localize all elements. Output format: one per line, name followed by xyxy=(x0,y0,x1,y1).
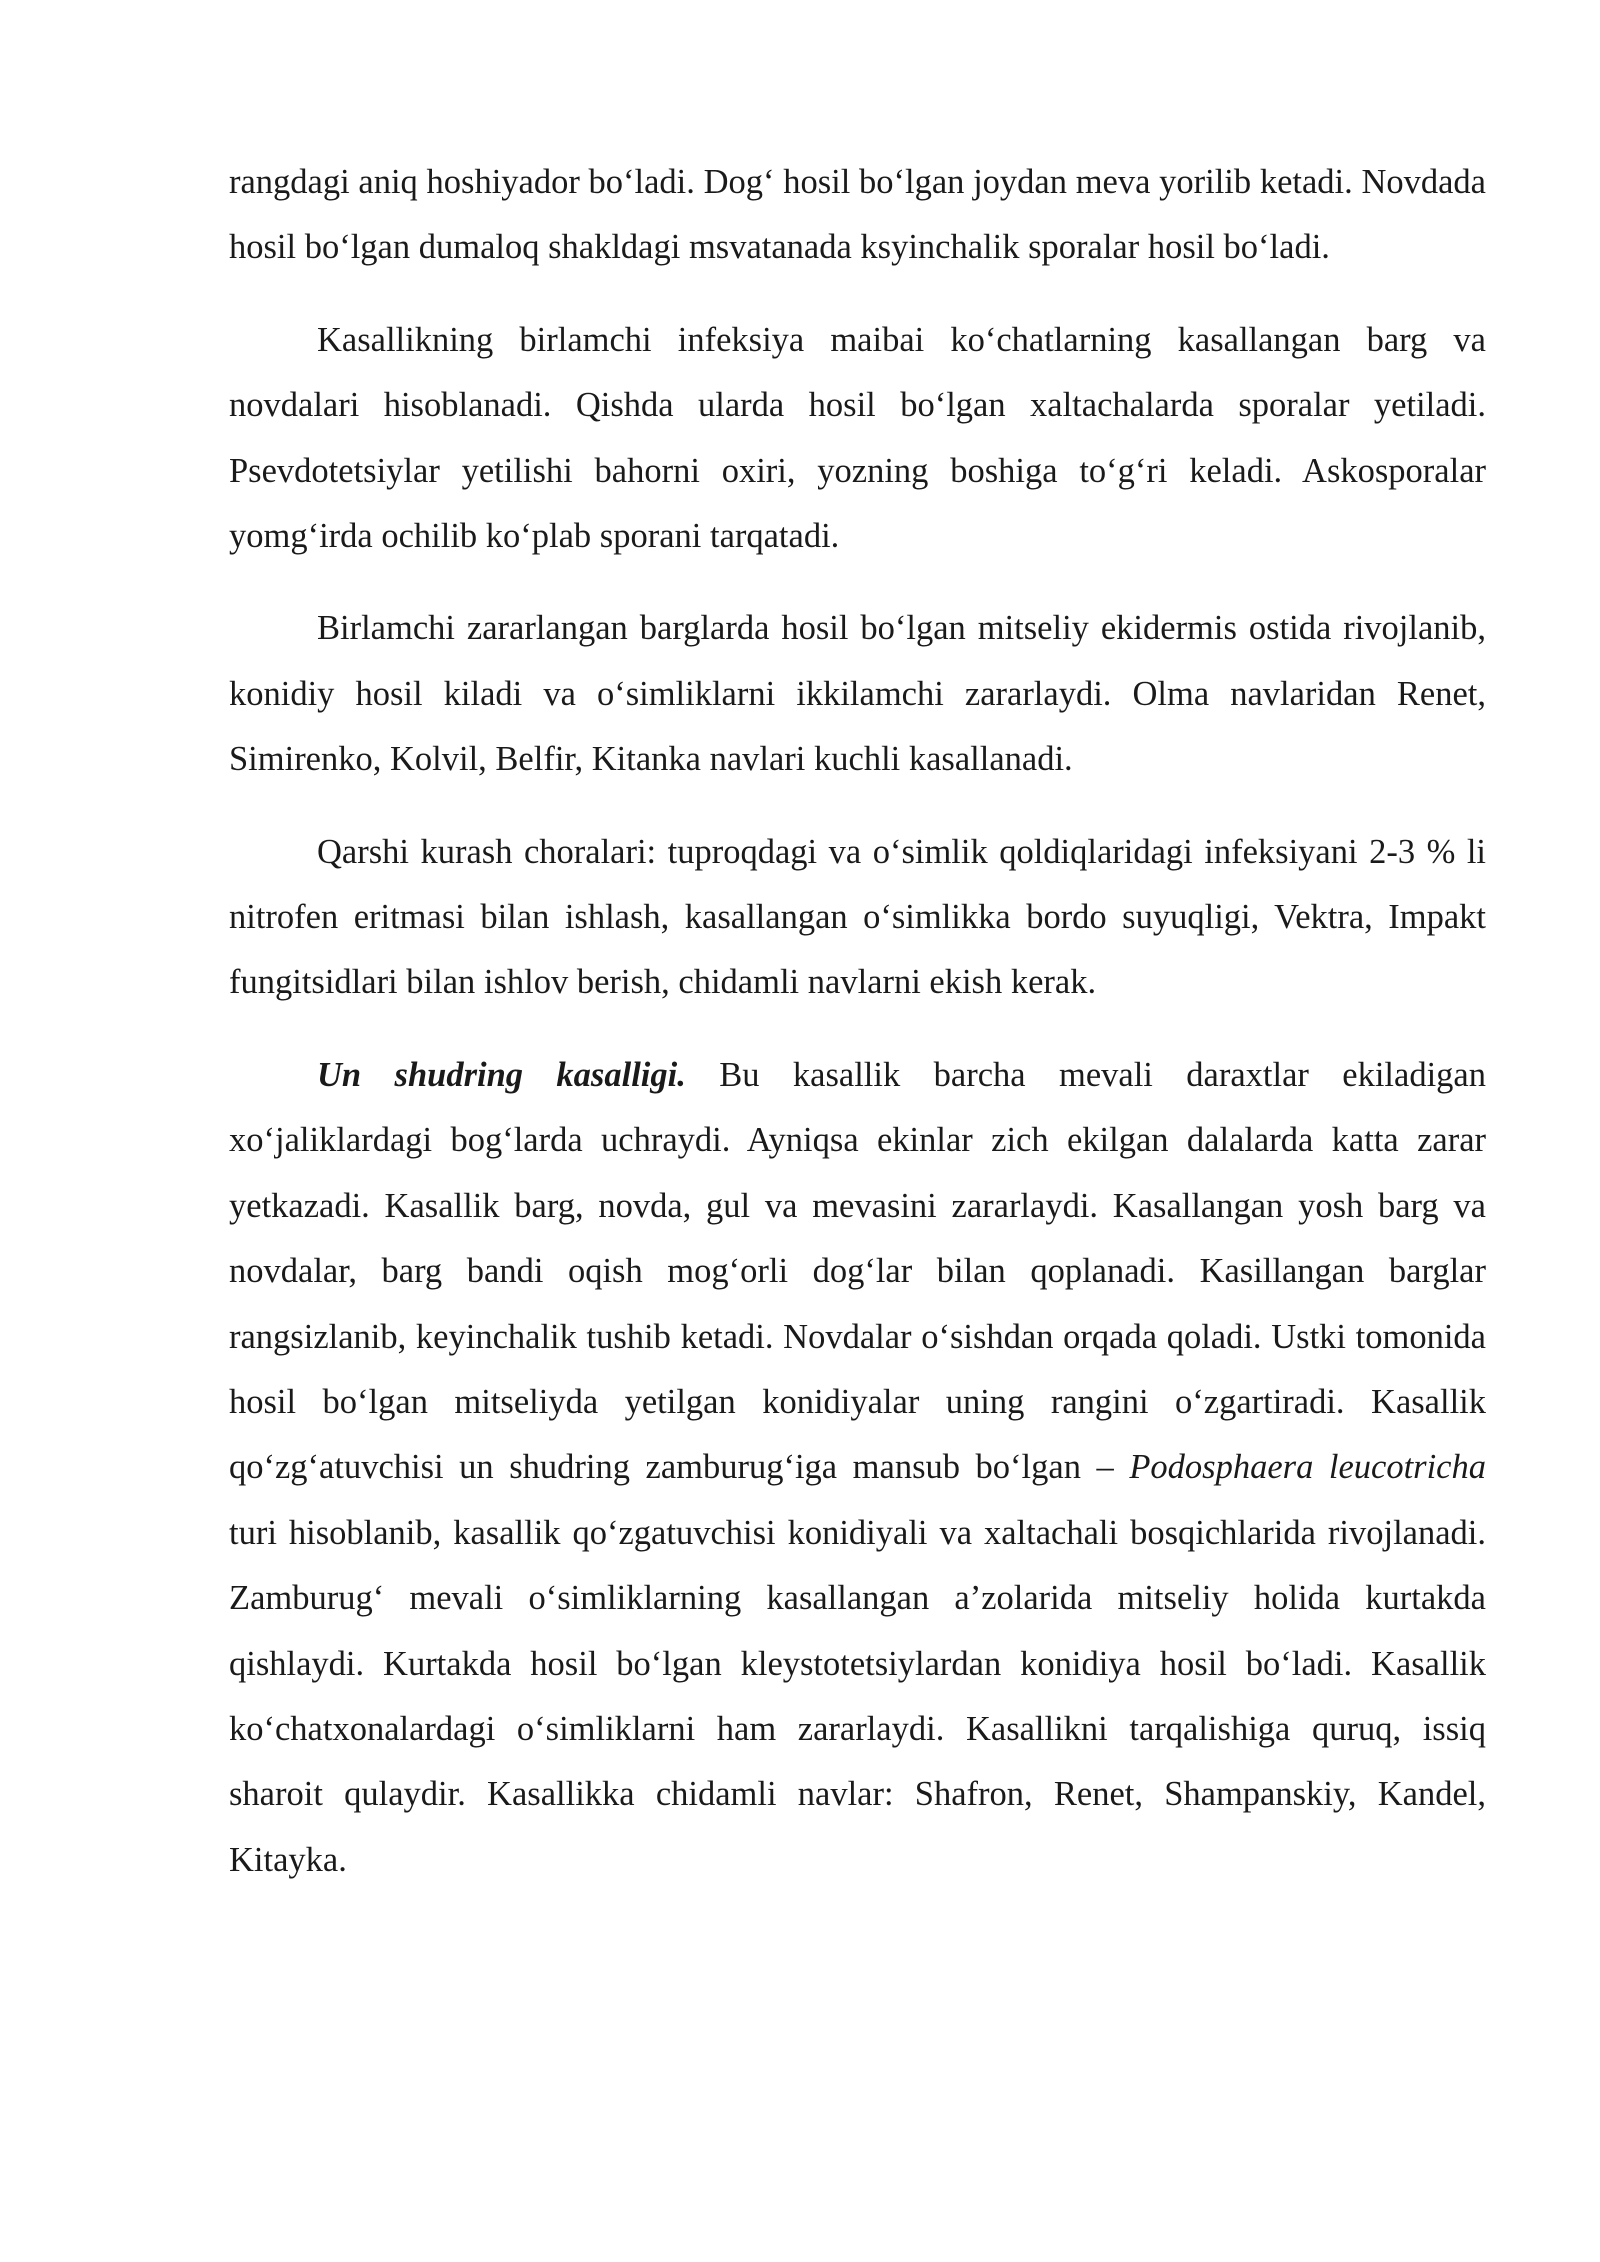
paragraph-control-measures: Qarshi kurash choralari: tuproqdagi va oʻsimlik qoldiqlaridagi infeksiyani 2-3 % li nitrofen eritmasi bilan ishlash, kasallangan oʻsimlikka bordo suyuqligi, Vektra, Impakt fungitsidlari bilan ishlov berish, chidamli navlarni ekish kerak. xyxy=(229,832,1486,1002)
paragraph-continuation: rangdagi aniq hoshiyador boʻladi. Dogʻ hosil boʻlgan joydan meva yorilib ketadi. Novdada hosil boʻlgan dumaloq shakldagi msvatanada ksyinchalik sporalar hosil boʻladi. xyxy=(229,163,1486,267)
paragraph-primary-infection: Kasallikning birlamchi infeksiya maibai koʻchatlarning kasallangan barg va novdalari hisoblanadi. Qishda ularda hosil boʻlgan xaltachalarda sporalar yetiladi. Psevdotetsiylar yetilishi bahorni oxiri, yozning boshiga toʻgʻri keladi. Askosporalar yomgʻirda ochilib koʻplab sporani tarqatadi. xyxy=(229,320,1486,556)
section-heading: Un shudring kasalligi. xyxy=(317,1055,686,1094)
paragraph-text-part: turi hisoblanib, kasallik qoʻzgatuvchisi konidiyali va xaltachali bosqichlarida rivojlanadi. Zamburugʻ mevali oʻsimliklarning kasallangan a’zolarida mitseliy holida kurtakda qishlaydi. Kurtakda hosil boʻlgan kleystotetsiylardan konidiya hosil boʻladi. Kasallik koʻchatxonalardagi oʻsimliklarni ham zararlaydi. Kasallikni tarqalishiga quruq, issiq sharoit qulaydir. Kasallikka chidamli navlar: Shafron, Renet, Shampanskiy, Kandel, Kitayka. xyxy=(229,1513,1486,1879)
paragraph-secondary-infection: Birlamchi zararlangan barglarda hosil boʻlgan mitseliy ekidermis ostida rivojlanib, konidiy hosil kiladi va oʻsimliklarni ikkilamchi zararlaydi. Olma navlaridan Renet, Simirenko, Kolvil, Belfir, Kitanka navlari kuchli kasallanadi. xyxy=(229,609,1486,779)
paragraph-text-part: Bu kasallik barcha mevali daraxtlar ekiladigan xoʻjaliklardagi bogʻlarda uchraydi. Ayniqsa ekinlar zich ekilgan dalalarda katta zarar yetkazadi. Kasallik barg, novda, gul va mevasini zararlaydi. Kasallangan yosh barg va novdalar, barg bandi oqish mogʻorli dogʻlar bilan qoplanadi. Kasillangan barglar rangsizlanib, keyinchalik tushib ketadi. Novdalar oʻsishdan orqada qoladi. Ustki tomonida hosil boʻlgan mitseliyda yetilgan konidiyalar uning rangini oʻzgartiradi. Kasallik qoʻzgʻatuvchisi un shudring zamburugʻiga mansub boʻlgan – xyxy=(229,1055,1486,1487)
species-name: Podosphaera leucotricha xyxy=(1129,1448,1486,1487)
document-body xyxy=(229,150,1486,1920)
paragraph-powdery-mildew xyxy=(229,1043,1486,1893)
